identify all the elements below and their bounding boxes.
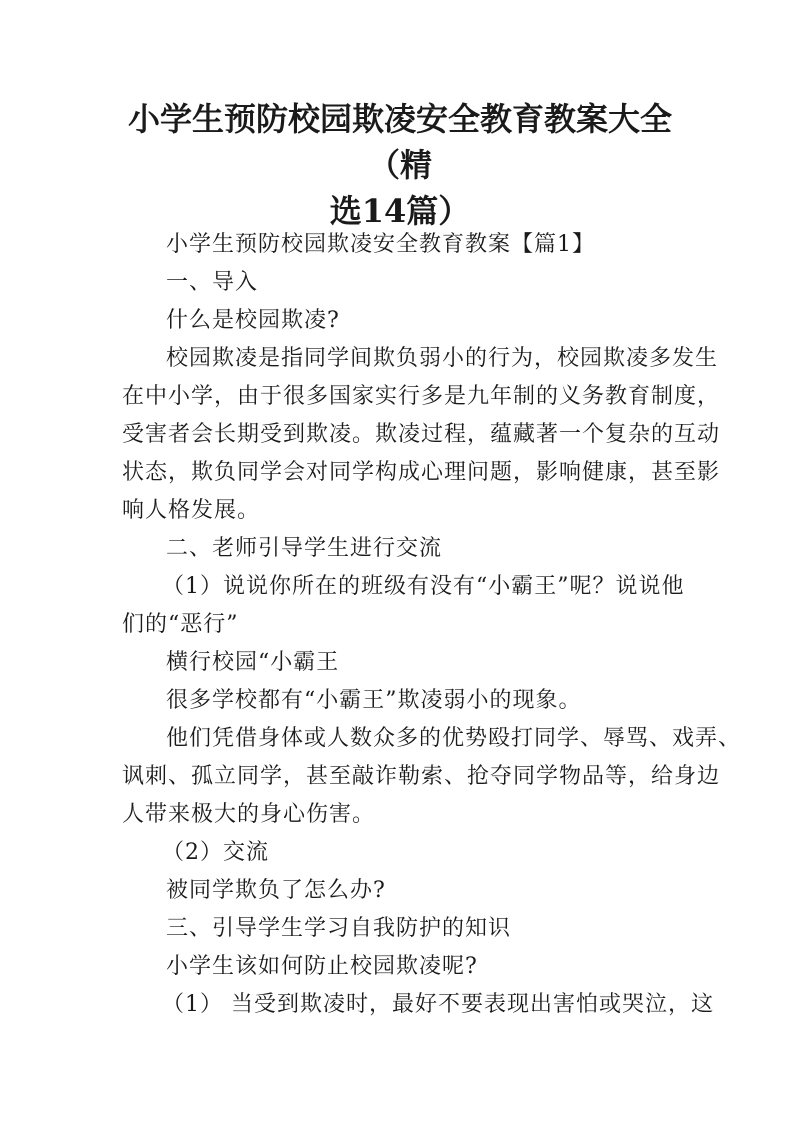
heading-discussion: 二、老师引导学生进行交流: [166, 536, 443, 561]
paragraph-line: 横行校园“小霸王: [166, 650, 340, 675]
paragraph-line: 校园欺凌是指同学间欺负弱小的行为，校园欺凌多发生: [166, 346, 719, 371]
paragraph-line: （1）说说你所在的班级有没有“小霸王”呢？说说他: [162, 574, 685, 599]
paragraph-line: 人带来极大的身心伤害。: [122, 802, 376, 827]
paragraph-line: 什么是校园欺凌?: [166, 308, 340, 333]
paragraph-line: 他们凭借身体或人数众多的优势殴打同学、辱骂、戏弄、: [166, 726, 742, 751]
paragraph-line: 小学生该如何防止校园欺凌呢?: [166, 954, 478, 979]
paragraph-line: 状态，欺负同学会对同学构成心理问题，影响健康，甚至影: [122, 460, 721, 485]
heading-self-protection: 三、引导学生学习自我防护的知识: [166, 916, 512, 941]
paragraph-line: 响人格发展。: [122, 498, 261, 523]
paragraph-line: （1） 当受到欺凌时，最好不要表现出害怕或哭泣，这: [162, 992, 714, 1017]
paragraph-line: （2）交流: [162, 840, 269, 865]
title-line-2: 选14篇）: [329, 192, 471, 230]
paragraph-line: 讽刺、孤立同学，甚至敲诈勒索、抢夺同学物品等，给身边: [122, 764, 721, 789]
section-heading: 小学生预防校园欺凌安全教育教案【篇1】: [166, 232, 595, 257]
heading-intro: 一、导入: [166, 270, 259, 295]
paragraph-line: 受害者会长期受到欺凌。欺凌过程，蕴藏著一个复杂的互动: [122, 422, 721, 447]
paragraph-line: 很多学校都有“小霸王”欺凌弱小的现象。: [166, 688, 582, 713]
document-title: [100, 96, 700, 234]
paragraph-line: 被同学欺负了怎么办?: [166, 878, 386, 903]
paragraph-line: 在中小学，由于很多国家实行多是九年制的义务教育制度，: [122, 384, 721, 409]
title-line-1: 小学生预防校园欺凌安全教育教案大全（精: [127, 100, 672, 184]
paragraph-line: 们的“恶行”: [122, 612, 239, 637]
